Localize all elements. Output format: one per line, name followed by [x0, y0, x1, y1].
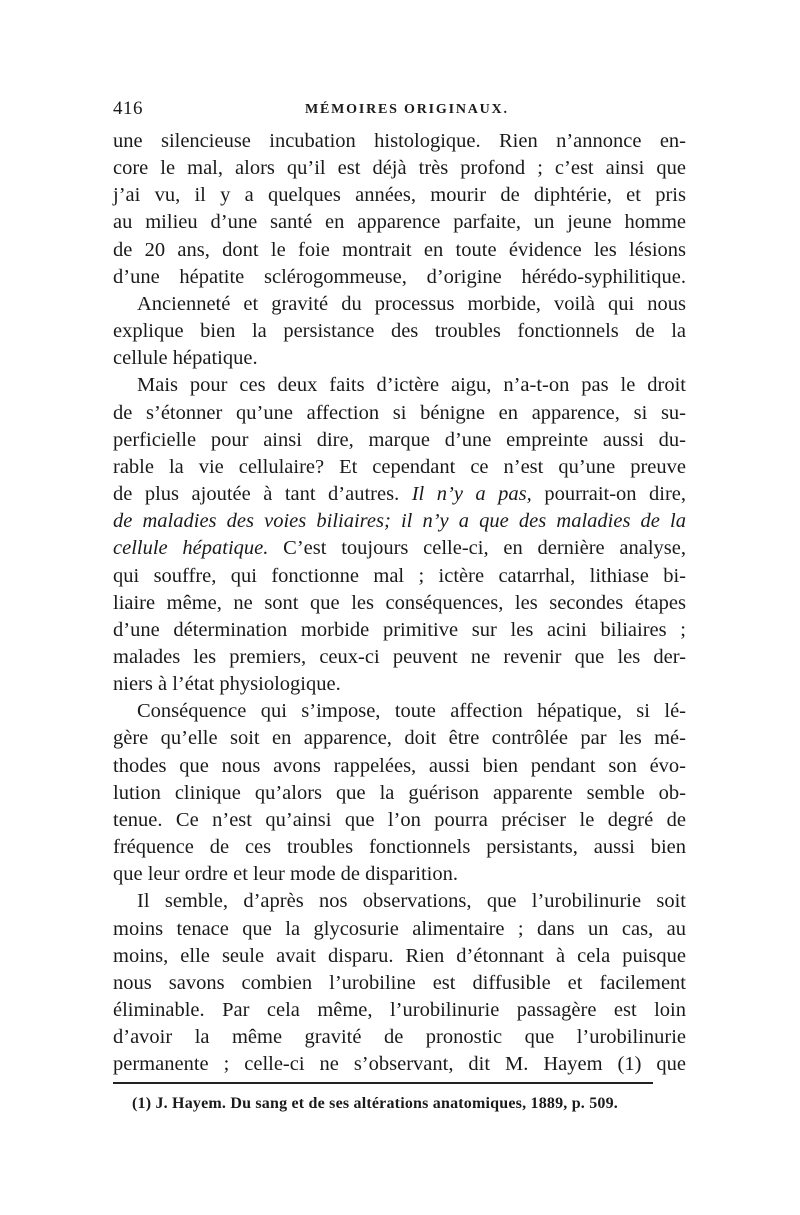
text-line-mixed: [113, 535, 686, 562]
page-number: 416: [113, 98, 143, 119]
text-line: permanente ; celle-ci ne s’observant, dit M. Hayem (1) que: [113, 1053, 686, 1076]
text-line: niers à l’état physiologique.: [113, 673, 341, 696]
text-line: Il semble, d’après nos observations, que l’urobilinurie soit: [137, 890, 686, 913]
text-line: liaire même, ne sont que les conséquences, les secondes étapes: [113, 591, 686, 614]
text-line: d’une hépatite sclérogommeuse, d’origine hérédo-syphilitique.: [113, 265, 686, 288]
text-line: core le mal, alors qu’il est déjà très profond ; c’est ainsi que: [113, 157, 686, 180]
text-line: explique bien la persistance des troubles fonctionnels de la: [113, 320, 686, 343]
text-line: perficielle pour ainsi dire, marque d’une empreinte aussi du-: [113, 428, 686, 451]
text-line: une silencieuse incubation histologique. Rien n’annonce en-: [113, 130, 686, 152]
text-line: cellule hépatique.: [113, 347, 258, 370]
text-line: éliminable. Par cela même, l’urobilinurie passagère est loin: [113, 999, 686, 1021]
text-line-mixed: [113, 481, 686, 508]
text-line: qui souffre, qui fonctionne mal ; ictère catarrhal, lithiase bi-: [113, 564, 686, 587]
text-line: tenue. Ce n’est qu’ainsi que l’on pourra préciser le degré de: [113, 808, 686, 831]
italic-segment: cellule hépatique.: [113, 537, 269, 560]
text-line: malades les premiers, ceux-ci peuvent ne revenir que les der-: [113, 645, 686, 668]
footnote: (1) J. Hayem. Du sang et de ses altérations anatomiques, 1889, p. 509.: [132, 1095, 618, 1112]
text-line: d’avoir la même gravité de pronostic que l’urobilinurie: [113, 1026, 686, 1049]
text-line: au milieu d’une santé en apparence parfaite, un jeune homme: [113, 211, 686, 234]
text-segment: de plus ajoutée à tant d’autres.: [113, 483, 400, 506]
text-line: fréquence de ces troubles fonctionnels persistants, aussi bien: [113, 836, 686, 859]
text-line: rable la vie cellulaire? Et cependant ce n’est qu’une preuve: [113, 455, 686, 478]
running-head: [113, 94, 686, 128]
text-segment: pourrait-on dire,: [544, 483, 687, 506]
text-line: moins, elle seule avait disparu. Rien d’étonnant à cela puisque: [113, 944, 686, 967]
running-title: MÉMOIRES ORIGINAUX.: [305, 102, 509, 117]
text-line: thodes que nous avons rappelées, aussi bien pendant son évo-: [113, 754, 686, 777]
text-line: moins tenace que la glycosurie alimentaire ; dans un cas, au: [113, 917, 686, 940]
italic-segment: Il n’y a pas,: [411, 483, 532, 506]
text-line: Ancienneté et gravité du processus morbide, voilà qui nous: [137, 292, 686, 315]
text-line: de s’étonner qu’une affection si bénigne en apparence, si su-: [113, 401, 686, 424]
text-line: nous savons combien l’urobiline est diffusible et facilement: [113, 971, 686, 994]
body-text: [113, 128, 686, 1078]
text-line: lution clinique qu’alors que la guérison apparente semble ob-: [113, 781, 686, 804]
text-line: que leur ordre et leur mode de disparition.: [113, 863, 458, 886]
text-line: j’ai vu, il y a quelques années, mourir de diphtérie, et pris: [113, 184, 686, 207]
text-line: de maladies des voies biliaires; il n’y a que des maladies de la: [113, 510, 686, 533]
text-line: Mais pour ces deux faits d’ictère aigu, n’a-t-on pas le droit: [137, 374, 686, 397]
footnote-rule: [113, 1082, 653, 1084]
text-line: d’une détermination morbide primitive sur les acini biliaires ;: [113, 618, 686, 641]
text-line: gère qu’elle soit en apparence, doit être contrôlée par les mé-: [113, 727, 686, 750]
text-line: Conséquence qui s’impose, toute affection hépatique, si lé-: [137, 700, 686, 723]
text-segment: C’est toujours celle-ci, en dernière analyse,: [283, 537, 686, 560]
page: [113, 94, 686, 1078]
text-line: de 20 ans, dont le foie montrait en toute évidence les lésions: [113, 238, 686, 261]
